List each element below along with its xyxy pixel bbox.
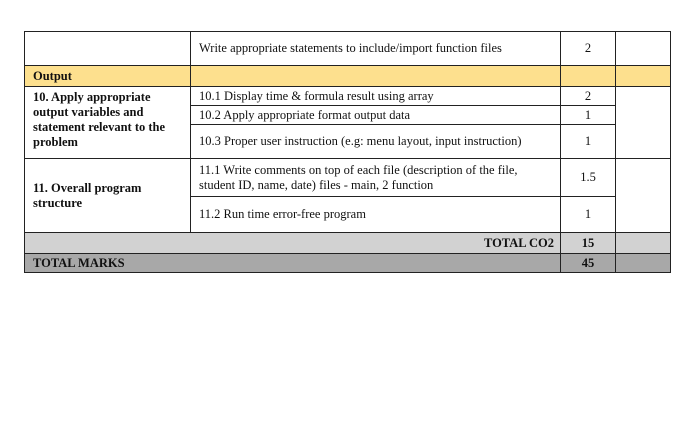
total-marks-label: TOTAL MARKS bbox=[25, 254, 561, 273]
section-score-cell bbox=[616, 66, 671, 87]
total-marks-score-cell bbox=[616, 254, 671, 273]
section-header-row bbox=[25, 66, 671, 87]
item-10-2: 10.2 Apply appropriate format output data bbox=[191, 106, 561, 125]
row-description: Write appropriate statements to include/import function files bbox=[191, 32, 561, 66]
criterion-cell bbox=[25, 32, 191, 66]
row-mark: 2 bbox=[561, 32, 616, 66]
criterion-10-score-cell bbox=[616, 87, 671, 159]
criterion-10-label: 10. Apply appropriate output variables and statement relevant to the problem bbox=[25, 87, 191, 159]
item-11-2: 11.2 Run time error-free program bbox=[191, 197, 561, 233]
item-10-3: 10.3 Proper user instruction (e.g: menu layout, input instruction) bbox=[191, 125, 561, 159]
criterion-10-row-1 bbox=[25, 87, 671, 106]
criterion-11-row-1 bbox=[25, 159, 671, 197]
total-co2-label: TOTAL CO2 bbox=[25, 233, 561, 254]
section-title: Output bbox=[25, 66, 191, 87]
score-cell bbox=[616, 32, 671, 66]
total-marks-mark: 45 bbox=[561, 254, 616, 273]
item-10-1-mark: 2 bbox=[561, 87, 616, 106]
criterion-11-label: 11. Overall program structure bbox=[25, 159, 191, 233]
total-marks-row bbox=[25, 254, 671, 273]
item-10-3-mark: 1 bbox=[561, 125, 616, 159]
criterion-11-score-cell bbox=[616, 159, 671, 233]
total-co2-row bbox=[25, 233, 671, 254]
total-co2-score-cell bbox=[616, 233, 671, 254]
item-11-1-mark: 1.5 bbox=[561, 159, 616, 197]
item-10-2-mark: 1 bbox=[561, 106, 616, 125]
item-11-2-mark: 1 bbox=[561, 197, 616, 233]
section-mark-cell bbox=[561, 66, 616, 87]
section-description-cell bbox=[191, 66, 561, 87]
marking-rubric-table bbox=[24, 31, 671, 273]
total-co2-mark: 15 bbox=[561, 233, 616, 254]
item-11-1: 11.1 Write comments on top of each file (description of the file, student ID, name, date) files - main, 2 function bbox=[191, 159, 561, 197]
include-row bbox=[25, 32, 671, 66]
item-10-1: 10.1 Display time & formula result using array bbox=[191, 87, 561, 106]
